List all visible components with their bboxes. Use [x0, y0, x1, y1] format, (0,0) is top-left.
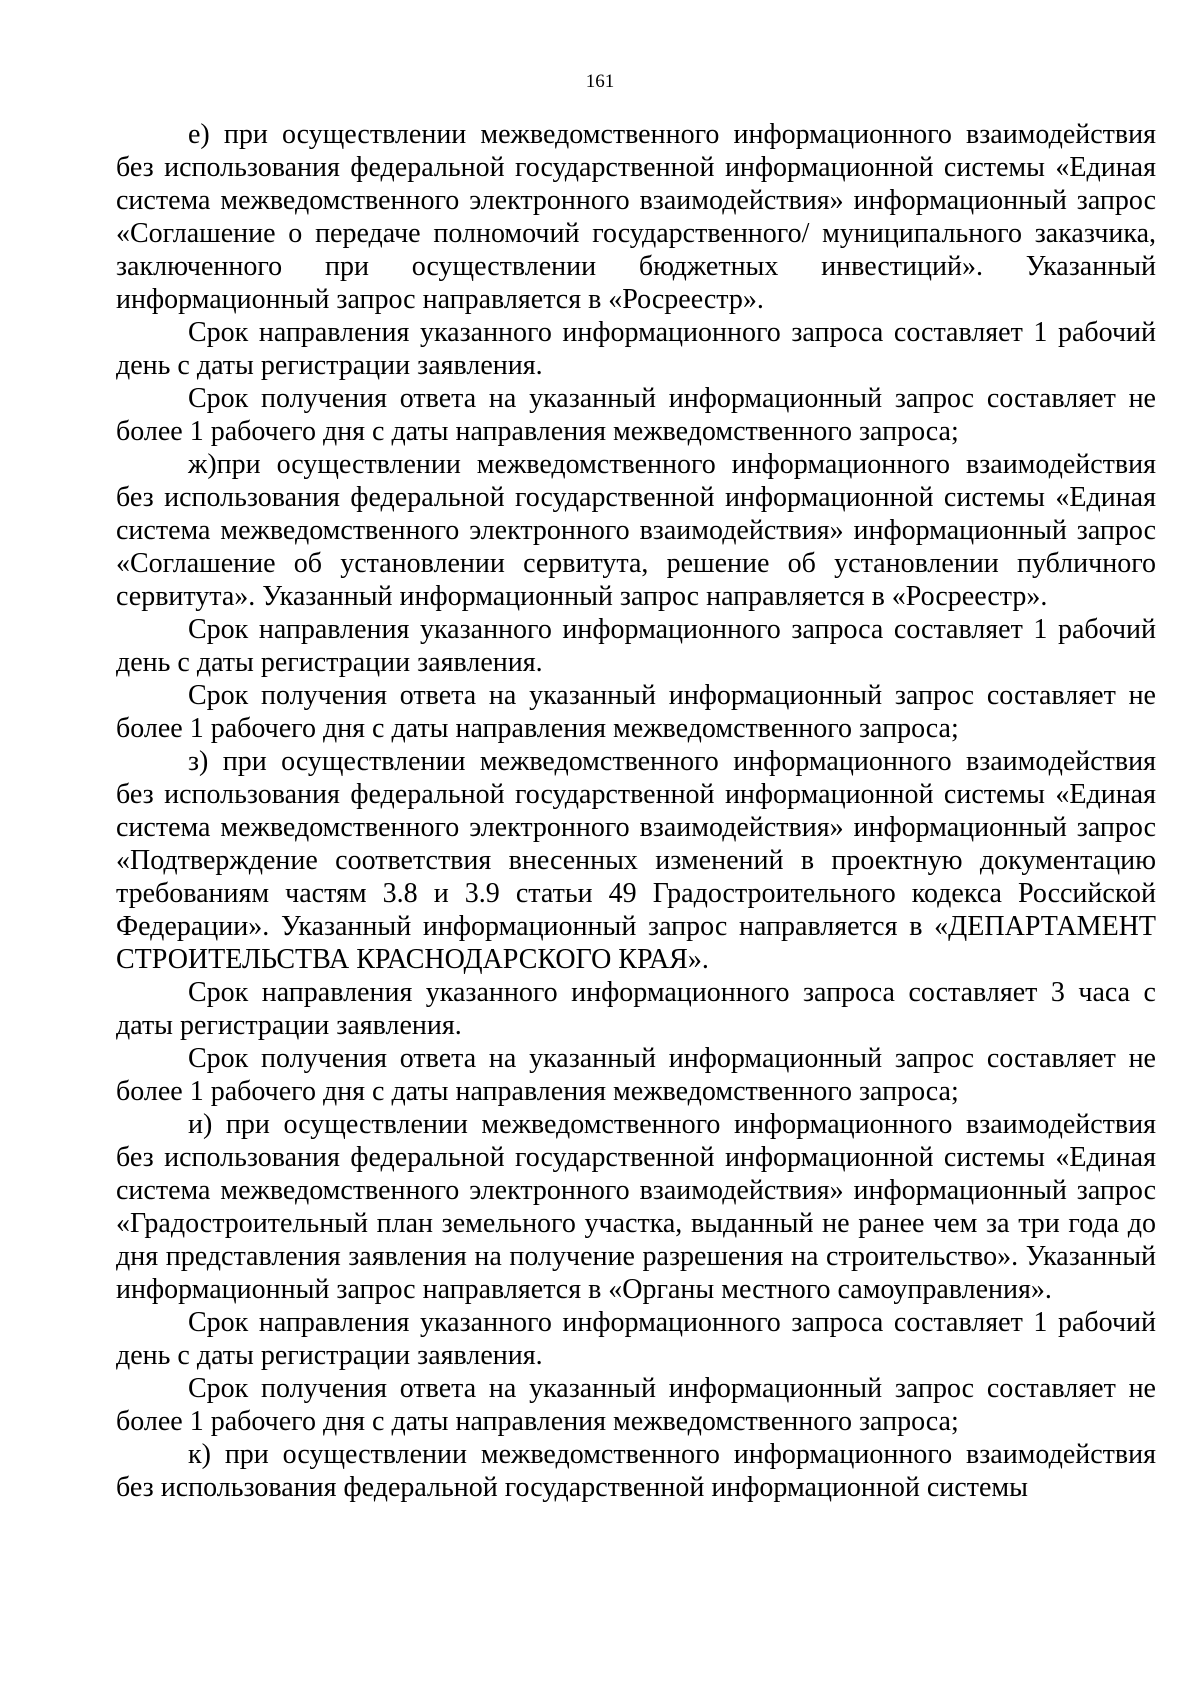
page-number: 161 — [585, 71, 615, 92]
paragraph-request-deadline: Срок направления указанного информационного запроса составляет 1 рабочий день с даты регистрации заявления. — [116, 317, 1156, 381]
paragraph-response-deadline: Срок получения ответа на указанный информационный запрос составляет не более 1 рабочего дня с даты направления межведомственного запроса; — [116, 383, 1156, 447]
paragraph-response-deadline: Срок получения ответа на указанный информационный запрос составляет не более 1 рабочего дня с даты направления межведомственного запроса; — [116, 1373, 1156, 1437]
paragraph-item-i: и) при осуществлении межведомственного информационного взаимодействия без использования федеральной государственной информационной системы «Единая система межведомственного электронного взаимодействия» информационный запрос «Градостроительный план земельного участка, выданный не ранее чем за три года до дня представления заявления на получение разрешения на строительство». Указанный информационный запрос направляется в «Органы местного самоуправления». — [116, 1109, 1156, 1305]
paragraph-request-deadline: Срок направления указанного информационного запроса составляет 1 рабочий день с даты регистрации заявления. — [116, 614, 1156, 678]
paragraph-request-deadline: Срок направления указанного информационного запроса составляет 1 рабочий день с даты регистрации заявления. — [116, 1307, 1156, 1371]
paragraph-item-z: з) при осуществлении межведомственного информационного взаимодействия без использования федеральной государственной информационной системы «Единая система межведомственного электронного взаимодействия» информационный запрос «Подтверждение соответствия внесенных изменений в проектную документацию требованиям частям 3.8 и 3.9 статьи 49 Градостроительного кодекса Российской Федерации». Указанный информационный запрос направляется в «ДЕПАРТАМЕНТ СТРОИТЕЛЬСТВА КРАСНОДАРСКОГО КРАЯ». — [116, 746, 1156, 975]
paragraph-item-zh: ж)при осуществлении межведомственного информационного взаимодействия без использования федеральной государственной информационной системы «Единая система межведомственного электронного взаимодействия» информационный запрос «Соглашение об установлении сервитута, решение об установлении публичного сервитута». Указанный информационный запрос направляется в «Росреестр». — [116, 449, 1156, 612]
paragraph-item-k: к) при осуществлении межведомственного информационного взаимодействия без использования федеральной государственной информационной системы — [116, 1439, 1156, 1503]
paragraph-response-deadline: Срок получения ответа на указанный информационный запрос составляет не более 1 рабочего дня с даты направления межведомственного запроса; — [116, 1043, 1156, 1107]
paragraph-item-e: е) при осуществлении межведомственного информационного взаимодействия без использования федеральной государственной информационной системы «Единая система межведомственного электронного взаимодействия» информационный запрос «Соглашение о передаче полномочий государственного/ муниципального заказчика, заключенного при осуществлении бюджетных инвестиций». Указанный информационный запрос направляется в «Росреестр». — [116, 119, 1156, 315]
paragraph-request-deadline: Срок направления указанного информационного запроса составляет 3 часа с даты регистрации заявления. — [116, 977, 1156, 1041]
paragraph-response-deadline: Срок получения ответа на указанный информационный запрос составляет не более 1 рабочего дня с даты направления межведомственного запроса; — [116, 680, 1156, 744]
document-body — [116, 118, 1156, 1504]
